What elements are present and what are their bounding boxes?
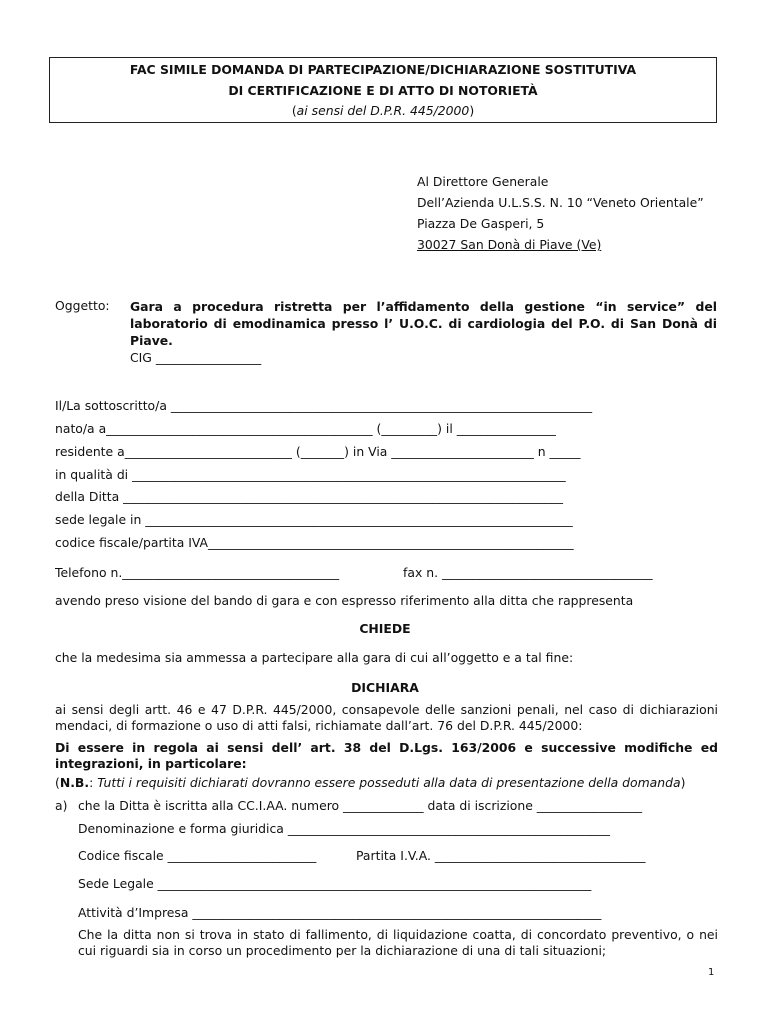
sede-legale-field[interactable]: sede legale in _____________________________________________________________________: [55, 512, 573, 527]
codice-fiscale-field[interactable]: codice fiscale/partita IVA___________________________________________________________: [55, 535, 574, 550]
fax-field[interactable]: fax n. __________________________________: [403, 565, 653, 580]
telefono-field[interactable]: Telefono n.___________________________________: [55, 565, 340, 580]
chiede-heading: CHIEDE: [359, 621, 411, 636]
recipient-line-4: 30027 San Donà di Piave (Ve): [417, 237, 602, 252]
visione-text: avendo preso visione del bando di gara e con espresso riferimento alla ditta che rappresenta: [55, 593, 634, 608]
attivita-impresa-field[interactable]: Attività d’Impresa __________________________________________________________________: [78, 905, 602, 920]
nato-field[interactable]: nato/a a___________________________________________ (_________) il ________________: [55, 421, 556, 436]
residente-field[interactable]: residente a___________________________ (_______) in Via _______________________ n _____: [55, 444, 581, 459]
sede-legale-ditta-field[interactable]: Sede Legale ______________________________________________________________________: [78, 876, 592, 891]
recipient-line-1: Al Direttore Generale: [417, 174, 549, 189]
dichiara-text: ai sensi degli artt. 46 e 47 D.P.R. 445/2000, consapevole delle sanzioni penali, nel caso di dichiarazioni mendaci, di formazione o uso di atti falsi, richiamate dall’art. 76 del D.P.R. 445/2000:: [55, 702, 718, 733]
sottoscritto-field[interactable]: Il/La sottoscritto/a ____________________________________________________________________: [55, 398, 593, 413]
iscrizione-field[interactable]: che la Ditta è iscritta alla CC.I.AA. numero _____________ data di iscrizione _________________: [78, 798, 643, 813]
cig-field[interactable]: CIG _________________: [130, 350, 262, 365]
recipient-line-3: Piazza De Gasperi, 5: [417, 216, 545, 231]
title-line-1: FAC SIMILE DOMANDA DI PARTECIPAZIONE/DICHIARAZIONE SOSTITUTIVA: [129, 62, 637, 77]
partita-iva-field[interactable]: Partita I.V.A. __________________________________: [356, 848, 646, 863]
title-line-3: (ai sensi del D.P.R. 445/2000): [291, 103, 475, 118]
item-a-marker: a): [55, 798, 68, 813]
qualita-field[interactable]: in qualità di ______________________________________________________________________: [55, 467, 566, 482]
title-line-2: DI CERTIFICAZIONE E DI ATTO DI NOTORIETÀ: [228, 83, 538, 98]
nota-bene-text: Tutti i requisiti dichiarati dovranno essere posseduti alla data di presentazione della domanda: [97, 775, 681, 790]
fallimento-text: Che la ditta non si trova in stato di fallimento, di liquidazione coatta, di concordato preventivo, o nei cui riguardi sia in corso un procedimento per la dichiarazione di una di tali situazioni;: [78, 927, 718, 958]
codice-fiscale-ditta-field[interactable]: Codice fiscale ________________________: [78, 848, 317, 863]
ditta-field[interactable]: della Ditta _______________________________________________________________________: [55, 489, 564, 504]
nota-bene: (N.B.: Tutti i requisiti dichiarati dovranno essere posseduti alla data di presentazione della domanda): [55, 775, 686, 790]
recipient-line-2: Dell’Azienda U.L.S.S. N. 10 “Veneto Orientale”: [417, 195, 704, 210]
denominazione-field[interactable]: Denominazione e forma giuridica ____________________________________________________: [78, 821, 610, 836]
subject-label: Oggetto:: [55, 298, 110, 313]
title-law-reference: ai sensi del D.P.R. 445/2000: [296, 103, 470, 118]
chiede-text: che la medesima sia ammessa a partecipare alla gara di cui all’oggetto e a tal fine:: [55, 650, 574, 665]
regola-statement: Di essere in regola ai sensi dell’ art. 38 del D.Lgs. 163/2006 e successive modifiche ed integrazioni, in particolare:: [55, 740, 718, 771]
nota-bene-label: N.B.: [59, 775, 90, 790]
page-number: 1: [708, 967, 715, 978]
title-box: [49, 57, 717, 123]
dichiara-heading: DICHIARA: [351, 680, 419, 695]
subject-text: Gara a procedura ristretta per l’affidamento della gestione “in service” del laboratorio di emodinamica presso l’ U.O.C. di cardiologia del P.O. di San Donà di Piave.: [130, 299, 717, 348]
